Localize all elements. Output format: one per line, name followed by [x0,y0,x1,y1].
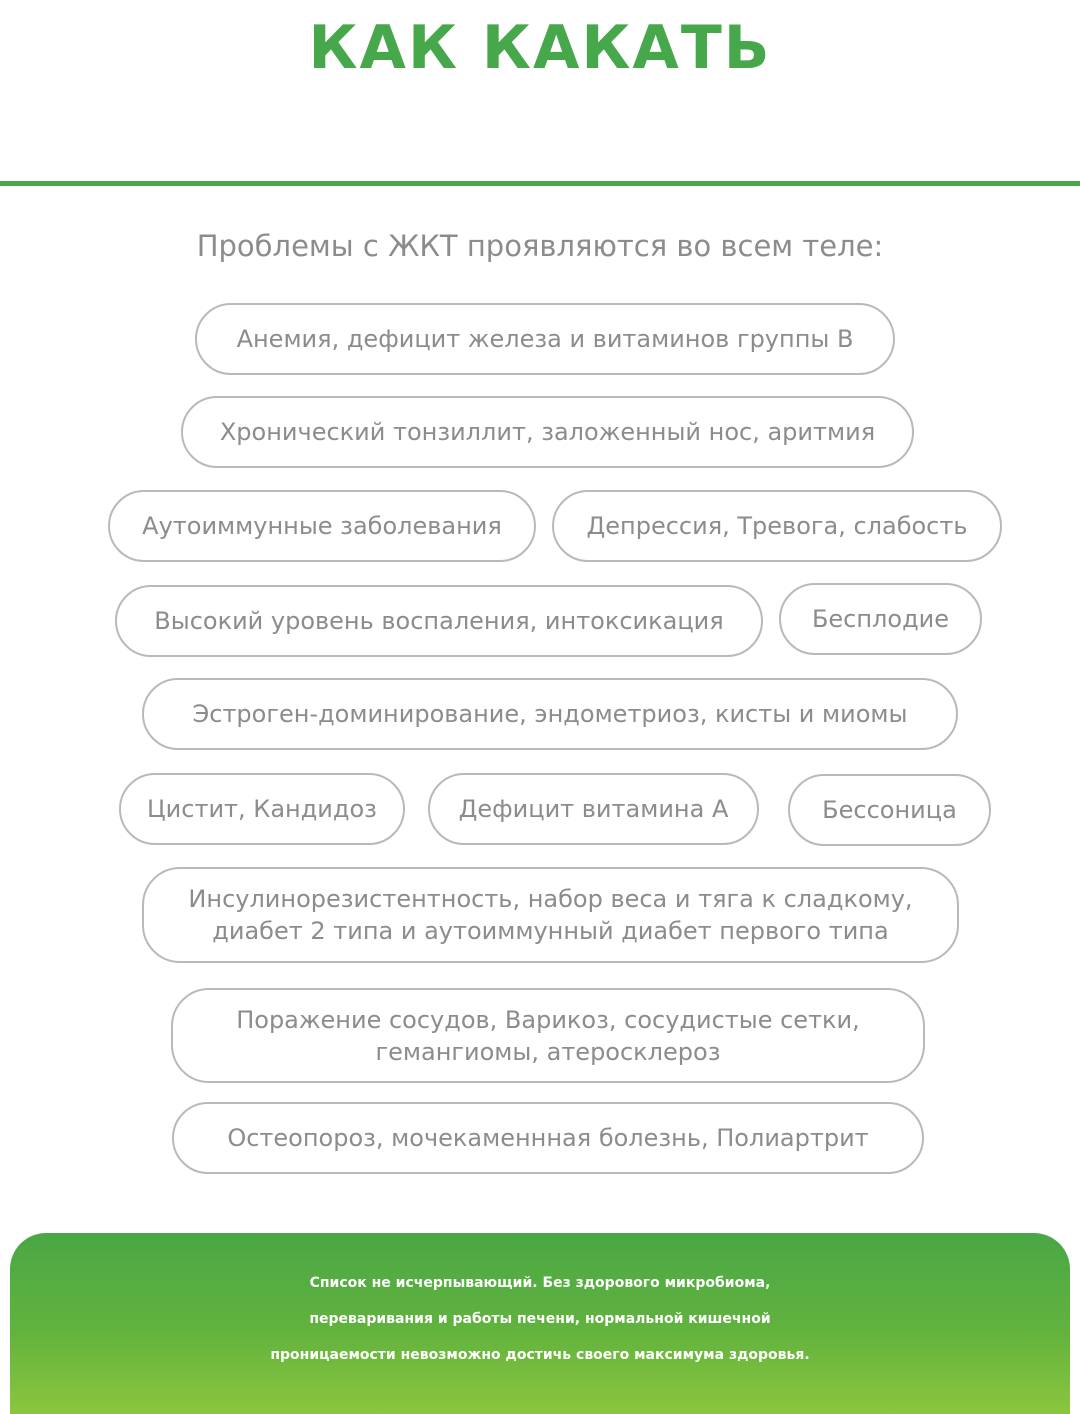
problem-pill-label: Остеопороз, мочекаменнная болезнь, Полиартрит [227,1124,869,1152]
problem-pill-label: Бессоница [822,796,957,824]
problem-pill-label-line: Поражение сосудов, Варикоз, сосудистые сетки, [236,1005,860,1034]
subtitle: Проблемы с ЖКТ проявляются во всем теле: [196,229,884,263]
problem-pill [142,678,958,750]
title-divider [0,181,1080,186]
problem-pill [142,867,959,963]
problem-pill-label: Дефицит витамина А [458,795,729,823]
problem-pill [119,773,405,845]
problem-pill [115,585,763,657]
problem-pill [788,774,991,846]
problem-pill [428,773,759,845]
page-title: КАК КАКАТЬ [308,13,772,83]
problem-pill-label: Анемия, дефицит железа и витаминов группы В [236,325,854,353]
footer-text-line: переваривания и работы печени, нормальной кишечной [309,1311,771,1327]
problem-pill-label: Хронический тонзиллит, заложенный нос, аритмия [219,418,876,446]
problem-pill-label-line: диабет 2 типа и аутоиммунный диабет первого типа [212,917,889,945]
problem-pill [108,490,536,562]
footer-text-line: проницаемости невозможно достичь своего максимума здоровья. [270,1347,810,1363]
footer-text-line: Список не исчерпывающий. Без здорового микробиома, [309,1275,771,1291]
problem-pill [195,303,895,375]
problem-pill-label: Аутоиммунные заболевания [142,512,502,540]
problem-pill [552,490,1002,562]
problem-pill-label: Бесплодие [811,605,950,633]
problem-pill-label: Эстроген-доминирование, эндометриоз, кисты и миомы [192,700,908,728]
problem-pill-label: Депрессия, Тревога, слабость [586,512,968,540]
problem-pill-label-line: гемангиомы, атеросклероз [375,1037,721,1066]
footer-banner [10,1233,1070,1414]
problem-pill [181,396,914,468]
problem-pill [172,1102,924,1174]
problem-pill-label: Цистит, Кандидоз [147,795,377,823]
problem-pill-label-line: Инсулинорезистентность, набор веса и тяга к сладкому, [188,885,913,913]
problem-pill [779,583,982,655]
problem-pill-label: Высокий уровень воспаления, интоксикация [154,607,724,635]
problem-pill [171,988,925,1083]
